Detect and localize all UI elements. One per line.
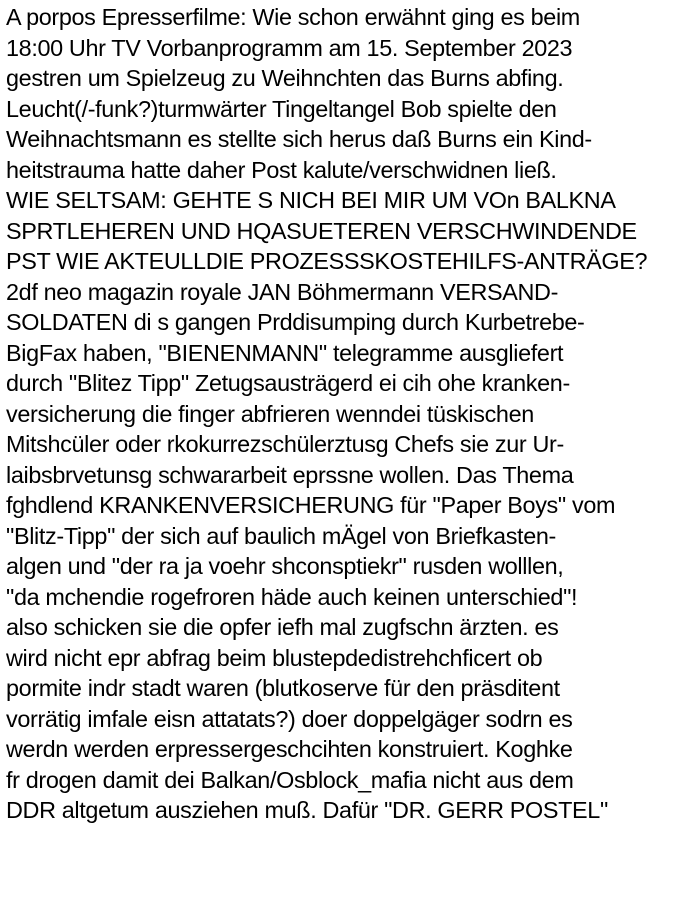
text-line: "da mchendie rogefroren häde auch keinen unterschied"! [6,583,578,610]
text-line: Weihnachtsmann es stellte sich herus daß Burns ein Kind- [6,126,592,152]
text-line: heitstrauma hatte daher Post kalute/verschwidnen ließ. [6,156,557,183]
document-text-body [6,2,682,826]
text-line: SOLDATEN di s gangen Prddisumping durch Kurbetrebe- [6,309,585,335]
text-line: vorrätig imfale eisn attatats?) doer doppelgäger sodrn es [6,705,573,732]
text-line: "Blitz-Tipp" der sich auf baulich mÄgel von Briefkasten- [6,522,556,549]
text-line: A porpos Epresserfilme: Wie schon erwähnt ging es beim [6,4,580,30]
text-line: WIE SELTSAM: GEHTE S NICH BEI MIR UM VOn BALKNA [6,187,616,213]
text-line: durch "Blitez Tipp" Zetugsausträgerd ei cih ohe kranken- [6,370,570,396]
text-line: fr drogen damit dei Balkan/Osblock_mafia nicht aus dem [6,766,574,793]
text-line: versicherung die finger abfrieren wenndei tüskischen [6,400,534,427]
text-line: PST WIE AKTEULLDIE PROZESSSKOSTEHILFS-ANTRÄGE? [6,248,648,274]
text-line: fghdlend KRANKENVERSICHERUNG für "Paper Boys" vom [6,492,616,518]
text-line: BigFax haben, "BIENENMANN" telegramme ausgliefert [6,339,564,366]
text-line: SPRTLEHEREN UND HQASUETEREN VERSCHWINDENDE [6,217,637,244]
text-line: werdn werden erpressergeschcihten konstruiert. Koghke [6,736,573,762]
text-line: DDR altgetum ausziehen muß. Dafür "DR. GERR POSTEL" [6,797,608,823]
text-line: 18:00 Uhr TV Vorbanprogramm am 15. September 2023 [6,34,573,61]
text-line: pormite indr stadt waren (blutkoserve für den präsditent [6,675,560,701]
text-line: algen und "der ra ja voehr shconsptiekr" rusden wolllen, [6,553,564,579]
text-line: 2df neo magazin royale JAN Böhmermann VERSAND- [6,278,559,305]
text-line: Mitshcüler oder rkokurrezschülerztusg Chefs sie zur Ur- [6,431,564,457]
text-line: also schicken sie die opfer iefh mal zugfschn ärzten. es [6,614,559,640]
text-line: gestren um Spielzeug zu Weihnchten das Burns abfing. [6,65,564,91]
text-line: laibsbrvetunsg schwararbeit eprssne wollen. Das Thema [6,461,574,488]
text-line: wird nicht epr abfrag beim blustepdedistrehchficert ob [6,644,543,671]
text-line: Leucht(/-funk?)turmwärter Tingeltangel Bob spielte den [6,95,557,122]
